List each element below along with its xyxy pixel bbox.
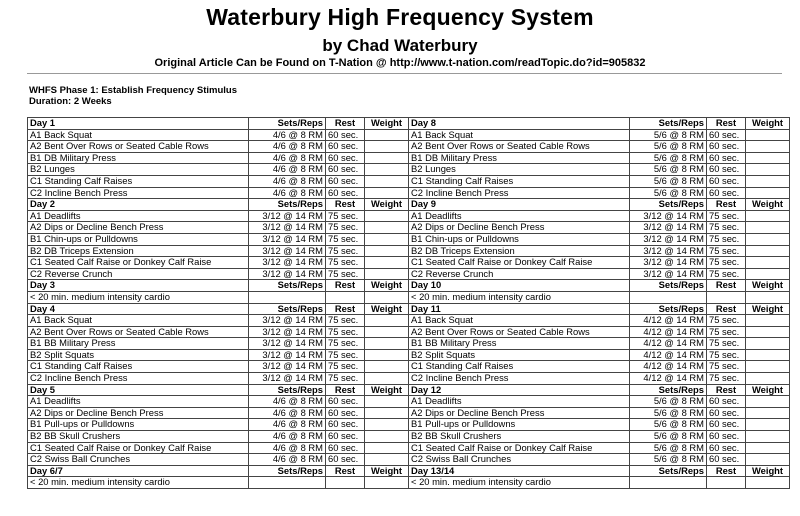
exercise-row <box>28 175 790 187</box>
exercise-name: C1 Standing Calf Raises <box>409 361 630 373</box>
weight-value <box>746 268 790 280</box>
sets-reps-value: 4/6 @ 8 RM <box>249 152 326 164</box>
exercise-row <box>28 210 790 222</box>
rest-value: 75 sec. <box>326 257 365 269</box>
exercise-row <box>28 431 790 443</box>
exercise-name: C2 Reverse Crunch <box>409 268 630 280</box>
rest-value: 75 sec. <box>326 210 365 222</box>
sets-reps-value: 4/6 @ 8 RM <box>249 141 326 153</box>
sets-reps-value: 5/6 @ 8 RM <box>630 407 707 419</box>
weight-value <box>746 233 790 245</box>
rest-value: 60 sec. <box>707 407 746 419</box>
author-line: by Chad Waterbury <box>322 36 478 55</box>
rest-value: 75 sec. <box>326 326 365 338</box>
sets-reps-value: 3/12 @ 14 RM <box>249 222 326 234</box>
sets-reps-value: 4/6 @ 8 RM <box>249 187 326 199</box>
sets-reps-value: 5/6 @ 8 RM <box>630 175 707 187</box>
weight-value <box>365 233 409 245</box>
weight-value <box>746 187 790 199</box>
rest-value: 60 sec. <box>326 419 365 431</box>
day-header-row <box>28 303 790 315</box>
weight-value <box>365 361 409 373</box>
rest-value: 75 sec. <box>707 222 746 234</box>
rest-value: 60 sec. <box>707 442 746 454</box>
rest-header: Rest <box>326 118 365 130</box>
weight-value <box>746 210 790 222</box>
weight-value <box>746 361 790 373</box>
weight-value <box>365 349 409 361</box>
sets-reps-value: 3/12 @ 14 RM <box>630 245 707 257</box>
sets-reps-value: 3/12 @ 14 RM <box>630 257 707 269</box>
weight-value <box>365 152 409 164</box>
rest-value <box>707 291 746 303</box>
rest-value: 75 sec. <box>707 268 746 280</box>
rest-value: 75 sec. <box>326 233 365 245</box>
sets-reps-value: 4/12 @ 14 RM <box>630 326 707 338</box>
rest-value: 60 sec. <box>707 187 746 199</box>
exercise-name: A1 Deadlifts <box>28 396 249 408</box>
sets-reps-value: 5/6 @ 8 RM <box>630 141 707 153</box>
sets-reps-value: 4/6 @ 8 RM <box>249 419 326 431</box>
weight-value <box>746 315 790 327</box>
exercise-row <box>28 396 790 408</box>
sets-reps-value: 5/6 @ 8 RM <box>630 129 707 141</box>
day-label: Day 11 <box>409 303 630 315</box>
workout-table <box>27 117 790 489</box>
rest-value: 75 sec. <box>707 245 746 257</box>
exercise-name: A1 Deadlifts <box>409 210 630 222</box>
sets-reps-header: Sets/Reps <box>249 465 326 477</box>
rest-value: 75 sec. <box>707 326 746 338</box>
exercise-name: C1 Standing Calf Raises <box>409 175 630 187</box>
rest-value: 75 sec. <box>326 361 365 373</box>
weight-value <box>365 257 409 269</box>
sets-reps-header: Sets/Reps <box>249 303 326 315</box>
rest-value <box>326 291 365 303</box>
rest-value <box>326 477 365 489</box>
rest-value: 75 sec. <box>707 210 746 222</box>
weight-value <box>746 454 790 466</box>
exercise-name: C1 Standing Calf Raises <box>28 361 249 373</box>
sets-reps-value: 3/12 @ 14 RM <box>249 257 326 269</box>
exercise-name: C1 Seated Calf Raise or Donkey Calf Raise <box>409 442 630 454</box>
sets-reps-value: 4/6 @ 8 RM <box>249 454 326 466</box>
sets-reps-header: Sets/Reps <box>630 280 707 292</box>
weight-value <box>746 373 790 385</box>
exercise-row <box>28 338 790 350</box>
weight-value <box>746 442 790 454</box>
weight-value <box>746 349 790 361</box>
exercise-name: B1 Chin-ups or Pulldowns <box>28 233 249 245</box>
exercise-name: B2 Lunges <box>409 164 630 176</box>
weight-value <box>365 129 409 141</box>
exercise-name: B2 DB Triceps Extension <box>28 245 249 257</box>
rest-value: 60 sec. <box>707 175 746 187</box>
exercise-name: A1 Deadlifts <box>28 210 249 222</box>
exercise-name: A2 Bent Over Rows or Seated Cable Rows <box>28 141 249 153</box>
weight-value <box>746 257 790 269</box>
sets-reps-header: Sets/Reps <box>249 384 326 396</box>
exercise-name: A1 Back Squat <box>409 129 630 141</box>
exercise-row <box>28 442 790 454</box>
exercise-row <box>28 291 790 303</box>
exercise-name: B2 Split Squats <box>28 349 249 361</box>
exercise-name: A1 Back Squat <box>28 315 249 327</box>
rest-value: 75 sec. <box>326 349 365 361</box>
weight-value <box>746 164 790 176</box>
exercise-name: B1 Pull-ups or Pulldowns <box>28 419 249 431</box>
exercise-row <box>28 373 790 385</box>
exercise-name: B2 Lunges <box>28 164 249 176</box>
weight-header: Weight <box>746 199 790 211</box>
weight-value <box>746 129 790 141</box>
weight-value <box>746 419 790 431</box>
sets-reps-value: 4/6 @ 8 RM <box>249 175 326 187</box>
day-label: Day 2 <box>28 199 249 211</box>
weight-value <box>746 141 790 153</box>
weight-value <box>365 442 409 454</box>
rest-header: Rest <box>707 465 746 477</box>
rest-value: 75 sec. <box>326 338 365 350</box>
exercise-row <box>28 477 790 489</box>
sets-reps-value: 3/12 @ 14 RM <box>249 233 326 245</box>
weight-value <box>365 164 409 176</box>
sets-reps-value: 4/6 @ 8 RM <box>249 396 326 408</box>
day-label: Day 4 <box>28 303 249 315</box>
sets-reps-header: Sets/Reps <box>630 465 707 477</box>
exercise-row <box>28 349 790 361</box>
exercise-name: C2 Swiss Ball Crunches <box>409 454 630 466</box>
weight-value <box>746 152 790 164</box>
rest-value: 60 sec. <box>326 175 365 187</box>
weight-header: Weight <box>365 118 409 130</box>
exercise-row <box>28 141 790 153</box>
exercise-name: C1 Seated Calf Raise or Donkey Calf Raise <box>28 257 249 269</box>
weight-value <box>365 373 409 385</box>
sets-reps-value: 4/12 @ 14 RM <box>630 315 707 327</box>
rest-value: 60 sec. <box>326 442 365 454</box>
rest-header: Rest <box>326 303 365 315</box>
weight-value <box>746 396 790 408</box>
phase-info <box>29 85 237 107</box>
exercise-row <box>28 152 790 164</box>
exercise-name: B2 BB Skull Crushers <box>28 431 249 443</box>
day-label: Day 12 <box>409 384 630 396</box>
weight-value <box>746 407 790 419</box>
weight-value <box>365 187 409 199</box>
exercise-row <box>28 222 790 234</box>
header-divider <box>27 73 782 74</box>
exercise-name: A1 Deadlifts <box>409 396 630 408</box>
rest-header: Rest <box>326 384 365 396</box>
rest-value: 60 sec. <box>326 187 365 199</box>
exercise-name: A2 Bent Over Rows or Seated Cable Rows <box>28 326 249 338</box>
exercise-name: B1 DB Military Press <box>409 152 630 164</box>
exercise-name: A1 Back Squat <box>409 315 630 327</box>
weight-header: Weight <box>746 384 790 396</box>
sets-reps-value: 4/6 @ 8 RM <box>249 431 326 443</box>
sets-reps-header: Sets/Reps <box>630 199 707 211</box>
sets-reps-header: Sets/Reps <box>249 199 326 211</box>
exercise-name: C2 Reverse Crunch <box>28 268 249 280</box>
rest-value <box>707 477 746 489</box>
exercise-name: B2 Split Squats <box>409 349 630 361</box>
weight-header: Weight <box>746 280 790 292</box>
rest-value: 60 sec. <box>326 454 365 466</box>
exercise-row <box>28 245 790 257</box>
page-title: Waterbury High Frequency System <box>206 4 594 30</box>
exercise-name: A2 Dips or Decline Bench Press <box>28 222 249 234</box>
day-header-row <box>28 118 790 130</box>
weight-value <box>365 245 409 257</box>
rest-value: 60 sec. <box>326 164 365 176</box>
day-label: Day 10 <box>409 280 630 292</box>
sets-reps-value <box>630 477 707 489</box>
day-header-row <box>28 465 790 477</box>
exercise-row <box>28 187 790 199</box>
exercise-name: B1 Pull-ups or Pulldowns <box>409 419 630 431</box>
rest-value: 60 sec. <box>707 152 746 164</box>
rest-value: 75 sec. <box>707 373 746 385</box>
weight-header: Weight <box>365 280 409 292</box>
weight-value <box>365 326 409 338</box>
rest-value: 75 sec. <box>707 338 746 350</box>
exercise-row <box>28 164 790 176</box>
sets-reps-value: 5/6 @ 8 RM <box>630 431 707 443</box>
exercise-name: B1 Chin-ups or Pulldowns <box>409 233 630 245</box>
sets-reps-value: 5/6 @ 8 RM <box>630 419 707 431</box>
rest-value: 60 sec. <box>707 396 746 408</box>
sets-reps-value <box>249 477 326 489</box>
exercise-name: A2 Bent Over Rows or Seated Cable Rows <box>409 141 630 153</box>
exercise-row <box>28 454 790 466</box>
exercise-name: C2 Incline Bench Press <box>409 373 630 385</box>
weight-value <box>746 326 790 338</box>
weight-value <box>746 431 790 443</box>
source-line: Original Article Can be Found on T-Nation @ http://www.t-nation.com/readTopic.do?id=905832 <box>154 57 646 69</box>
sets-reps-value: 5/6 @ 8 RM <box>630 152 707 164</box>
weight-value <box>365 175 409 187</box>
sets-reps-value: 4/12 @ 14 RM <box>630 349 707 361</box>
weight-value <box>746 175 790 187</box>
rest-value: 60 sec. <box>707 129 746 141</box>
rest-value: 60 sec. <box>326 152 365 164</box>
sets-reps-value: 5/6 @ 8 RM <box>630 164 707 176</box>
sets-reps-header: Sets/Reps <box>249 118 326 130</box>
sets-reps-value: 3/12 @ 14 RM <box>249 373 326 385</box>
sets-reps-value: 4/6 @ 8 RM <box>249 442 326 454</box>
rest-header: Rest <box>707 280 746 292</box>
rest-value: 75 sec. <box>326 373 365 385</box>
weight-value <box>365 210 409 222</box>
rest-header: Rest <box>707 118 746 130</box>
rest-value: 75 sec. <box>326 222 365 234</box>
sets-reps-value: 3/12 @ 14 RM <box>249 338 326 350</box>
exercise-name: B1 DB Military Press <box>28 152 249 164</box>
weight-value <box>365 454 409 466</box>
rest-value: 75 sec. <box>707 233 746 245</box>
day-label: Day 6/7 <box>28 465 249 477</box>
day-label: Day 9 <box>409 199 630 211</box>
weight-header: Weight <box>365 465 409 477</box>
weight-value <box>746 477 790 489</box>
sets-reps-value: 3/12 @ 14 RM <box>249 245 326 257</box>
rest-header: Rest <box>707 384 746 396</box>
rest-header: Rest <box>707 303 746 315</box>
sets-reps-value: 3/12 @ 14 RM <box>249 210 326 222</box>
sets-reps-value: 5/6 @ 8 RM <box>630 396 707 408</box>
rest-value: 60 sec. <box>707 431 746 443</box>
weight-value <box>746 245 790 257</box>
sets-reps-value: 3/12 @ 14 RM <box>630 268 707 280</box>
weight-header: Weight <box>365 384 409 396</box>
rest-value: 75 sec. <box>707 361 746 373</box>
weight-value <box>365 291 409 303</box>
sets-reps-value <box>249 291 326 303</box>
rest-value: 60 sec. <box>326 407 365 419</box>
sets-reps-header: Sets/Reps <box>249 280 326 292</box>
day-label: Day 5 <box>28 384 249 396</box>
rest-header: Rest <box>326 199 365 211</box>
day-label: Day 3 <box>28 280 249 292</box>
weight-value <box>746 291 790 303</box>
weight-value <box>365 141 409 153</box>
exercise-row <box>28 315 790 327</box>
exercise-name: A2 Dips or Decline Bench Press <box>409 222 630 234</box>
sets-reps-value: 3/12 @ 14 RM <box>630 233 707 245</box>
rest-value: 60 sec. <box>707 454 746 466</box>
day-header-row <box>28 280 790 292</box>
exercise-row <box>28 419 790 431</box>
exercise-name: C1 Seated Calf Raise or Donkey Calf Raise <box>28 442 249 454</box>
rest-header: Rest <box>326 280 365 292</box>
sets-reps-value: 5/6 @ 8 RM <box>630 442 707 454</box>
weight-header: Weight <box>365 199 409 211</box>
rest-value: 60 sec. <box>707 419 746 431</box>
rest-value: 75 sec. <box>707 315 746 327</box>
sets-reps-value: 3/12 @ 14 RM <box>630 210 707 222</box>
sets-reps-value: 5/6 @ 8 RM <box>630 454 707 466</box>
exercise-name: C1 Seated Calf Raise or Donkey Calf Raise <box>409 257 630 269</box>
weight-header: Weight <box>746 118 790 130</box>
day-header-row <box>28 199 790 211</box>
day-label: Day 8 <box>409 118 630 130</box>
rest-value: 75 sec. <box>707 349 746 361</box>
exercise-row <box>28 326 790 338</box>
exercise-row <box>28 233 790 245</box>
weight-value <box>746 222 790 234</box>
exercise-row <box>28 129 790 141</box>
weight-value <box>365 419 409 431</box>
phase-duration: Duration: 2 Weeks <box>29 96 112 107</box>
sets-reps-value: 5/6 @ 8 RM <box>630 187 707 199</box>
rest-value: 60 sec. <box>326 141 365 153</box>
exercise-name: B2 DB Triceps Extension <box>409 245 630 257</box>
rest-value: 75 sec. <box>707 257 746 269</box>
exercise-name: B1 BB Military Press <box>28 338 249 350</box>
rest-value: 75 sec. <box>326 268 365 280</box>
day-header-row <box>28 384 790 396</box>
exercise-name: A2 Bent Over Rows or Seated Cable Rows <box>409 326 630 338</box>
weight-value <box>365 338 409 350</box>
exercise-name: C2 Swiss Ball Crunches <box>28 454 249 466</box>
rest-value: 60 sec. <box>326 129 365 141</box>
exercise-row <box>28 407 790 419</box>
sets-reps-value: 4/6 @ 8 RM <box>249 129 326 141</box>
rest-value: 75 sec. <box>326 315 365 327</box>
exercise-name: A2 Dips or Decline Bench Press <box>409 407 630 419</box>
sets-reps-value: 3/12 @ 14 RM <box>249 349 326 361</box>
sets-reps-value: 3/12 @ 14 RM <box>630 222 707 234</box>
sets-reps-header: Sets/Reps <box>630 303 707 315</box>
weight-value <box>746 338 790 350</box>
weight-header: Weight <box>746 465 790 477</box>
sets-reps-value: 3/12 @ 14 RM <box>249 315 326 327</box>
weight-value <box>365 222 409 234</box>
weight-value <box>365 315 409 327</box>
rest-value: 60 sec. <box>707 141 746 153</box>
rest-value: 60 sec. <box>326 396 365 408</box>
day-label: Day 13/14 <box>409 465 630 477</box>
phase-name: WHFS Phase 1: Establish Frequency Stimulus <box>29 85 237 96</box>
exercise-row <box>28 268 790 280</box>
sets-reps-value: 3/12 @ 14 RM <box>249 326 326 338</box>
exercise-name: B1 BB Military Press <box>409 338 630 350</box>
weight-value <box>365 431 409 443</box>
exercise-name: A2 Dips or Decline Bench Press <box>28 407 249 419</box>
sets-reps-value: 4/6 @ 8 RM <box>249 164 326 176</box>
rest-value: 60 sec. <box>326 431 365 443</box>
exercise-name: C2 Incline Bench Press <box>28 373 249 385</box>
sets-reps-value: 4/12 @ 14 RM <box>630 361 707 373</box>
exercise-row <box>28 361 790 373</box>
rest-value: 75 sec. <box>326 245 365 257</box>
rest-header: Rest <box>326 465 365 477</box>
exercise-name: < 20 min. medium intensity cardio <box>28 477 249 489</box>
weight-value <box>365 477 409 489</box>
sets-reps-value: 4/6 @ 8 RM <box>249 407 326 419</box>
weight-header: Weight <box>365 303 409 315</box>
sets-reps-value: 3/12 @ 14 RM <box>249 361 326 373</box>
exercise-name: C2 Incline Bench Press <box>409 187 630 199</box>
sets-reps-value: 4/12 @ 14 RM <box>630 338 707 350</box>
rest-header: Rest <box>707 199 746 211</box>
weight-value <box>365 268 409 280</box>
rest-value: 60 sec. <box>707 164 746 176</box>
sets-reps-value: 4/12 @ 14 RM <box>630 373 707 385</box>
exercise-name: B2 BB Skull Crushers <box>409 431 630 443</box>
exercise-name: C1 Standing Calf Raises <box>28 175 249 187</box>
weight-value <box>365 407 409 419</box>
exercise-name: A1 Back Squat <box>28 129 249 141</box>
exercise-name: < 20 min. medium intensity cardio <box>409 291 630 303</box>
exercise-name: C2 Incline Bench Press <box>28 187 249 199</box>
sets-reps-header: Sets/Reps <box>630 118 707 130</box>
sets-reps-header: Sets/Reps <box>630 384 707 396</box>
sets-reps-value <box>630 291 707 303</box>
exercise-row <box>28 257 790 269</box>
exercise-name: < 20 min. medium intensity cardio <box>409 477 630 489</box>
sets-reps-value: 3/12 @ 14 RM <box>249 268 326 280</box>
weight-value <box>365 396 409 408</box>
exercise-name: < 20 min. medium intensity cardio <box>28 291 249 303</box>
weight-header: Weight <box>746 303 790 315</box>
day-label: Day 1 <box>28 118 249 130</box>
